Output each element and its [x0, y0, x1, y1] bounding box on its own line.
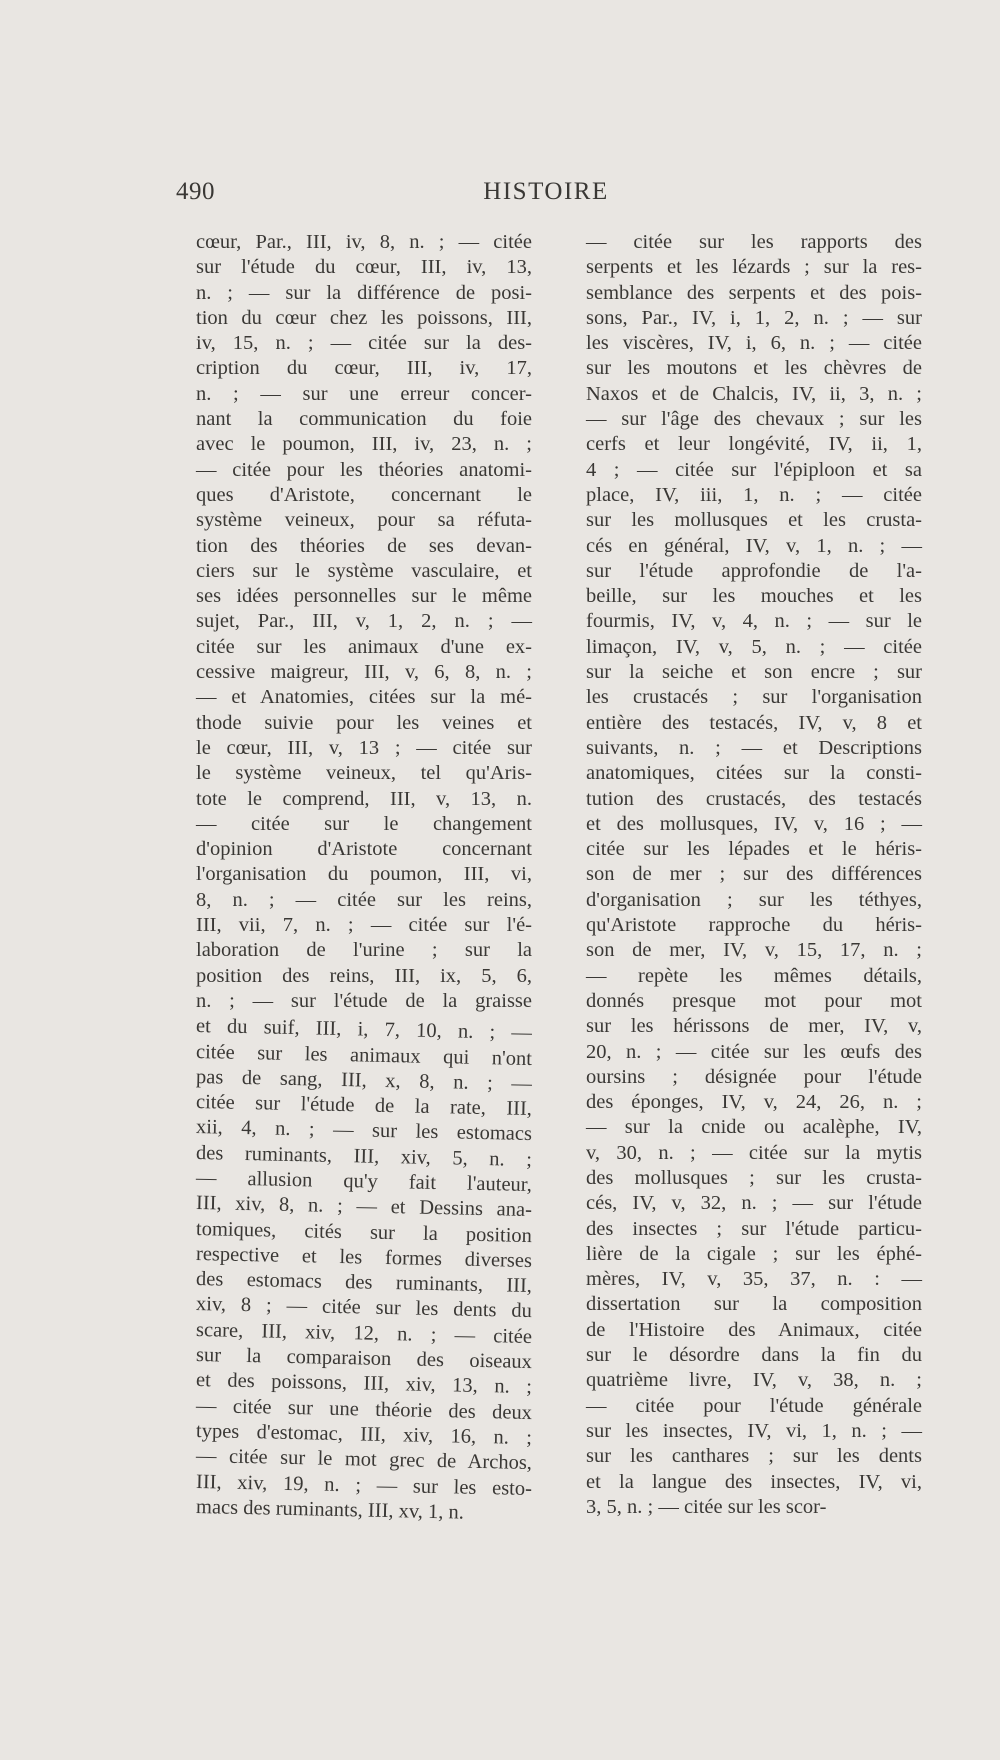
text-line: citée sur les animaux d'une ex-: [196, 635, 532, 658]
text-line: dissertation sur la composition: [586, 1293, 922, 1316]
text-line: 3, 5, n. ; — citée sur les scor-: [586, 1495, 827, 1518]
text-line: 8, n. ; — citée sur les reins,: [196, 888, 532, 911]
text-line: sur la seiche et son encre ; sur: [586, 661, 922, 684]
text-line: des éponges, IV, v, 24, 26, n. ;: [586, 1091, 922, 1114]
text-line: ciers sur le système vasculaire, et: [196, 559, 532, 582]
text-line: citée sur l'étude de la rate, III,: [195, 1091, 533, 1121]
text-line: avec le poumon, III, iv, 23, n. ;: [196, 433, 532, 456]
text-line: n. ; — sur une erreur concer-: [196, 382, 532, 405]
text-line: suivants, n. ; — et Descriptions: [586, 736, 922, 759]
text-line: semblance des serpents et des pois-: [586, 281, 922, 304]
text-line: des estomacs des ruminants, III,: [195, 1268, 533, 1298]
text-line: système veineux, pour sa réfuta-: [196, 509, 532, 532]
text-line: sur les canthares ; sur les dents: [586, 1445, 922, 1468]
text-line: sur les moutons et les chèvres de: [586, 357, 922, 380]
text-line: iv, 15, n. ; — citée sur la des-: [196, 332, 532, 355]
text-line: sur le désordre dans la fin du: [586, 1344, 922, 1367]
text-line: n. ; — sur la différence de posi-: [196, 281, 532, 304]
text-line: sur l'étude du cœur, III, iv, 13,: [196, 256, 532, 279]
text-line: respective et les formes diverses: [195, 1242, 533, 1272]
text-line: l'organisation du poumon, III, vi,: [196, 863, 532, 886]
text-line: — citée sur une théorie des deux: [195, 1394, 533, 1424]
text-line: ses idées personnelles sur le même: [196, 585, 532, 608]
text-line: — citée pour les théories anatomi-: [196, 458, 532, 481]
text-line: — citée sur les rapports des: [586, 231, 922, 253]
text-line: des ruminants, III, xiv, 5, n. ;: [195, 1141, 533, 1171]
text-line: — allusion qu'y fait l'auteur,: [195, 1166, 533, 1197]
text-line: donnés presque mot pour mot: [586, 989, 922, 1012]
text-line: quatrième livre, IV, v, 38, n. ;: [586, 1369, 922, 1392]
text-line: — repète les mêmes détails,: [586, 964, 922, 987]
text-line: sujet, Par., III, v, 1, 2, n. ; —: [196, 610, 532, 633]
running-title: HISTOIRE: [483, 178, 609, 205]
text-line: lière de la cigale ; sur les éphé-: [586, 1242, 922, 1265]
text-line: laboration de l'urine ; sur la: [196, 939, 532, 962]
text-line: tion des théories de ses devan-: [196, 534, 532, 557]
text-line: fourmis, IV, v, 4, n. ; — sur le: [586, 610, 922, 633]
text-line: les crustacés ; sur l'organisation: [586, 686, 922, 709]
text-line: et la langue des insectes, IV, vi,: [586, 1470, 922, 1493]
text-line: sur les insectes, IV, vi, 1, n. ; —: [586, 1419, 922, 1442]
text-line: v, 30, n. ; — citée sur la mytis: [586, 1141, 922, 1164]
text-line: sur les hérissons de mer, IV, v,: [586, 1015, 922, 1038]
right-text-column: [586, 230, 922, 1520]
text-line: oursins ; désignée pour l'étude: [586, 1065, 922, 1088]
text-line: le système veineux, tel qu'Aris-: [196, 762, 532, 785]
text-line: des mollusques ; sur les crusta-: [586, 1166, 922, 1189]
text-line: beille, sur les mouches et les: [586, 585, 922, 608]
text-line: cœur, Par., III, iv, 8, n. ; — citée: [196, 231, 532, 253]
text-line: mères, IV, v, 35, 37, n. : —: [586, 1268, 922, 1291]
text-line: qu'Aristote rapproche du héris-: [586, 914, 922, 937]
left-text-column: [195, 230, 533, 1524]
text-line: citée sur les animaux qui n'ont: [195, 1040, 533, 1070]
text-line: anatomiques, citées sur la consti-: [586, 762, 922, 785]
text-line: 20, n. ; — citée sur les œufs des: [586, 1040, 922, 1063]
text-line: macs des ruminants, III, xv, 1, n.: [195, 1495, 465, 1524]
text-line: — sur la cnide ou acalèphe, IV,: [586, 1116, 922, 1139]
text-line: — citée sur le mot grec de Archos,: [195, 1445, 533, 1475]
text-line: xii, 4, n. ; — sur les estomacs: [195, 1116, 533, 1146]
text-line: cés, IV, v, 32, n. ; — sur l'étude: [586, 1192, 922, 1215]
text-line: — sur l'âge des chevaux ; sur les: [586, 408, 922, 431]
text-line: entière des testacés, IV, v, 8 et: [586, 711, 922, 734]
text-line: tomiques, cités sur la position: [195, 1217, 533, 1247]
text-line: le cœur, III, v, 13 ; — citée sur: [196, 736, 532, 759]
text-line: thode suivie pour les veines et: [196, 711, 532, 734]
text-line: types d'estomac, III, xiv, 16, n. ;: [195, 1419, 533, 1449]
text-line: III, vii, 7, n. ; — citée sur l'é-: [196, 914, 532, 937]
text-line: son de mer ; sur des différences: [586, 863, 922, 886]
text-line: des insectes ; sur l'étude particu-: [586, 1217, 922, 1240]
page-number: 490: [176, 178, 215, 205]
text-line: cés en général, IV, v, 1, n. ; —: [586, 534, 922, 557]
text-line: tion du cœur chez les poissons, III,: [196, 306, 532, 329]
text-line: et des mollusques, IV, v, 16 ; —: [586, 812, 922, 835]
text-line: cerfs et leur longévité, IV, ii, 1,: [586, 433, 922, 456]
text-line: n. ; — sur l'étude de la graisse: [196, 989, 532, 1012]
text-line: pas de sang, III, x, 8, n. ; —: [195, 1065, 533, 1095]
text-line: sons, Par., IV, i, 1, 2, n. ; — sur: [586, 306, 922, 329]
text-line: tote le comprend, III, v, 13, n.: [196, 787, 532, 810]
text-line: III, xiv, 8, n. ; — et Dessins ana-: [195, 1192, 533, 1222]
text-line: 4 ; — citée sur l'épiploon et sa: [586, 458, 922, 481]
text-line: ques d'Aristote, concernant le: [196, 483, 532, 506]
text-line: — citée sur le changement: [196, 812, 532, 835]
text-line: — citée pour l'étude générale: [586, 1394, 922, 1417]
text-line: citée sur les lépades et le héris-: [586, 838, 922, 861]
text-line: serpents et les lézards ; sur la res-: [586, 256, 922, 279]
text-line: de l'Histoire des Animaux, citée: [586, 1318, 922, 1341]
text-line: sur l'étude approfondie de l'a-: [586, 559, 922, 582]
text-line: limaçon, IV, v, 5, n. ; — citée: [586, 635, 922, 658]
text-line: et des poissons, III, xiv, 13, n. ;: [195, 1369, 533, 1399]
text-line: d'opinion d'Aristote concernant: [196, 838, 532, 861]
text-line: scare, III, xiv, 12, n. ; — citée: [195, 1318, 533, 1348]
text-line: place, IV, iii, 1, n. ; — citée: [586, 483, 922, 506]
text-line: les viscères, IV, i, 6, n. ; — citée: [586, 332, 922, 355]
text-line: — et Anatomies, citées sur la mé-: [196, 686, 532, 709]
text-line: et du suif, III, i, 7, 10, n. ; —: [195, 1015, 533, 1045]
text-line: son de mer, IV, v, 15, 17, n. ;: [586, 939, 922, 962]
text-line: sur les mollusques et les crusta-: [586, 509, 922, 532]
page-header: [176, 178, 916, 214]
text-line: position des reins, III, ix, 5, 6,: [196, 964, 532, 987]
text-line: III, xiv, 19, n. ; — sur les esto-: [195, 1470, 533, 1500]
text-line: Naxos et de Chalcis, IV, ii, 3, n. ;: [586, 382, 922, 405]
text-line: nant la communication du foie: [196, 408, 532, 431]
text-line: d'organisation ; sur les téthyes,: [586, 888, 922, 911]
text-line: cription du cœur, III, iv, 17,: [196, 357, 532, 380]
text-line: sur la comparaison des oiseaux: [195, 1344, 533, 1374]
text-line: tution des crustacés, des testacés: [586, 787, 922, 810]
text-line: cessive maigreur, III, v, 6, 8, n. ;: [196, 661, 532, 684]
text-line: xiv, 8 ; — citée sur les dents du: [195, 1293, 533, 1323]
